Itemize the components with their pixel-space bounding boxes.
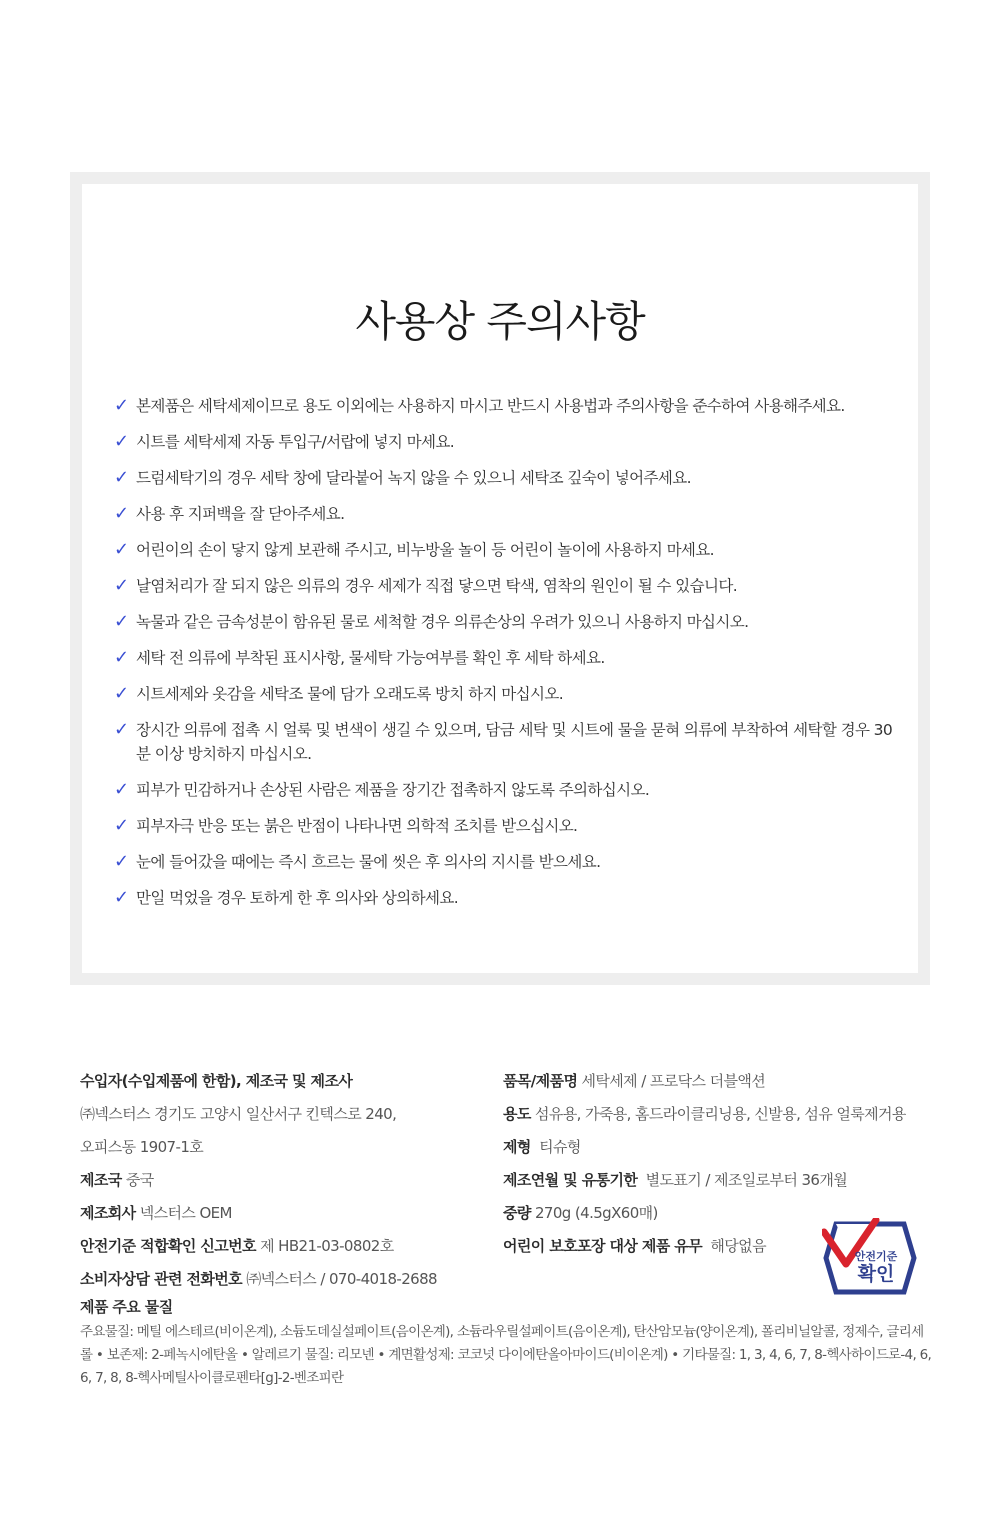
info-value: ㈜넥스터스 / 070-4018-2688	[242, 1270, 437, 1288]
badge-line1: 안전기준	[854, 1251, 898, 1263]
caution-item-text: 시트세제와 옷감을 세탁조 물에 담가 오래도록 방치 하지 마십시오.	[136, 685, 564, 703]
caution-item	[114, 430, 898, 454]
info-value: 중국	[121, 1171, 154, 1189]
info-value: 세탁세제 / 프로닥스 더블액션	[577, 1072, 766, 1090]
info-label: 제조국	[80, 1171, 122, 1189]
checkmark-icon: ✓	[114, 467, 129, 488]
info-row	[503, 1164, 943, 1197]
caution-item	[114, 814, 898, 838]
caution-item	[114, 502, 898, 526]
checkmark-icon: ✓	[114, 851, 129, 872]
caution-item-text: 시트를 세탁세제 자동 투입구/서랍에 넣지 마세요.	[136, 433, 455, 451]
checkmark-icon: ✓	[114, 395, 129, 416]
caution-item	[114, 466, 898, 490]
info-label: 제조연월 및 유통기한	[503, 1171, 638, 1189]
info-row	[503, 1098, 943, 1131]
ingredients-title: 제품 주요 물질	[80, 1298, 173, 1316]
info-row	[80, 1131, 500, 1164]
caution-item	[114, 646, 898, 670]
caution-item-text: 세탁 전 의류에 부착된 표시사항, 물세탁 가능여부를 확인 후 세탁 하세요.	[136, 649, 605, 667]
caution-item-text: 어린이의 손이 닿지 않게 보관해 주시고, 비누방울 놀이 등 어린이 놀이에 사용하지 마세요.	[136, 541, 715, 559]
caution-item-text: 날염처리가 잘 되지 않은 의류의 경우 세제가 직접 닿으면 탁색, 염착의 원인이 될 수 있습니다.	[136, 577, 738, 595]
caution-item-text: 본제품은 세탁세제이므로 용도 이외에는 사용하지 마시고 반드시 사용법과 주의사항을 준수하여 사용해주세요.	[136, 397, 845, 415]
caution-item-text: 피부가 민감하거나 손상된 사람은 제품을 장기간 접촉하지 않도록 주의하십시오.	[136, 781, 650, 799]
caution-item-text: 눈에 들어갔을 때에는 즉시 흐르는 물에 씻은 후 의사의 지시를 받으세요.	[136, 853, 601, 871]
caution-item-text: 드럼세탁기의 경우 세탁 창에 달라붙어 녹지 않을 수 있으니 세탁조 깊숙이 넣어주세요.	[136, 469, 691, 487]
caution-item	[114, 886, 898, 910]
info-row	[80, 1197, 500, 1230]
caution-item	[114, 778, 898, 802]
caution-item-text: 녹물과 같은 금속성분이 함유된 물로 세척할 경우 의류손상의 우려가 있으니 사용하지 마십시오.	[136, 613, 749, 631]
info-label: 용도	[503, 1105, 531, 1123]
checkmark-icon: ✓	[114, 431, 129, 452]
info-row	[80, 1230, 500, 1263]
info-value: 넥스터스 OEM	[135, 1204, 232, 1222]
caution-item	[114, 850, 898, 874]
caution-item	[114, 682, 898, 706]
info-label: 제조회사	[80, 1204, 136, 1222]
ingredients-section	[80, 1295, 935, 1390]
caution-title: 사용상 주의사항	[355, 297, 645, 346]
info-row	[80, 1263, 500, 1296]
info-value: 티슈형	[530, 1138, 581, 1156]
caution-item-text: 사용 후 지퍼백을 잘 닫아주세요.	[136, 505, 345, 523]
caution-item	[114, 610, 898, 634]
checkmark-icon: ✓	[114, 887, 129, 908]
info-label: 수입자(수입제품에 한함), 제조국 및 제조사	[80, 1072, 353, 1090]
info-label: 소비자상담 관련 전화번호	[80, 1270, 243, 1288]
info-row	[503, 1131, 943, 1164]
checkmark-icon: ✓	[114, 575, 129, 596]
caution-item	[114, 574, 898, 598]
safety-check-badge-icon	[822, 1218, 918, 1298]
caution-item	[114, 718, 898, 766]
badge-line2: 확인	[857, 1264, 895, 1285]
caution-item-text: 장시간 의류에 접촉 시 얼룩 및 변색이 생길 수 있으며, 담금 세탁 및 시트에 물을 묻혀 의류에 부착하여 세탁할 경우 30분 이상 방치하지 마십시오.	[136, 721, 893, 763]
checkmark-icon: ✓	[114, 815, 129, 836]
info-value: 오피스동 1907-1호	[80, 1138, 204, 1156]
checkmark-icon: ✓	[114, 503, 129, 524]
checkmark-icon: ✓	[114, 719, 129, 740]
checkmark-icon: ✓	[114, 779, 129, 800]
ingredients-text: 주요물질: 메틸 에스테르(비이온계), 소듐도데실설페이트(음이온계), 소듐라우릴설페이트(음이온계), 탄산암모늄(양이온계), 폴리비닐알콜, 정제수, 글리세롤 • 보존제: 2-페녹시에탄올 • 알레르기 물질: 리모넨 • 계면활성제: 코코넛 다이에탄올아마이드(비이온계) • 기타물질: 1, 3, 4, 6, 7, 8-헥사하이드로-4, 6, 6, 7, 8, 8-헥사메틸사이클로펜타[g]-2-벤조피란	[80, 1324, 932, 1386]
info-value: 해당없음	[702, 1237, 766, 1255]
info-label: 중량	[503, 1204, 531, 1222]
info-row	[80, 1164, 500, 1197]
info-label: 안전기준 적합확인 신고번호	[80, 1237, 256, 1255]
info-row	[80, 1065, 500, 1098]
caution-item-text: 만일 먹었을 경우 토하게 한 후 의사와 상의하세요.	[136, 889, 459, 907]
info-value: 제 HB21-03-0802호	[255, 1237, 394, 1255]
checkmark-icon: ✓	[114, 683, 129, 704]
info-value: 별도표기 / 제조일로부터 36개월	[637, 1171, 848, 1189]
info-row	[80, 1098, 500, 1131]
caution-box	[70, 172, 930, 985]
info-label: 제형	[503, 1138, 531, 1156]
info-row	[503, 1065, 943, 1098]
caution-item-text: 피부자극 반응 또는 붉은 반점이 나타나면 의학적 조치를 받으십시오.	[136, 817, 578, 835]
caution-item	[114, 538, 898, 562]
info-value: 섬유용, 가죽용, 홈드라이클리닝용, 신발용, 섬유 얼룩제거용	[530, 1105, 906, 1123]
info-value: ㈜넥스터스 경기도 고양시 일산서구 킨텍스로 240,	[80, 1105, 397, 1123]
info-label: 어린이 보호포장 대상 제품 유무	[503, 1237, 703, 1255]
caution-item	[114, 394, 898, 418]
product-info-left	[80, 1065, 500, 1296]
checkmark-icon: ✓	[114, 611, 129, 632]
info-value: 270g (4.5gX60매)	[530, 1204, 658, 1222]
info-label: 품목/제품명	[503, 1072, 578, 1090]
checkmark-icon: ✓	[114, 647, 129, 668]
checkmark-icon: ✓	[114, 539, 129, 560]
caution-list	[114, 394, 898, 922]
